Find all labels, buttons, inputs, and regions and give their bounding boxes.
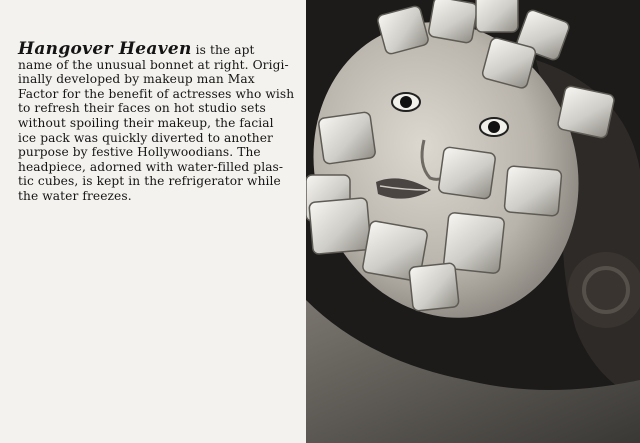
- caption-line-4: Factor for the benefit of actresses who wish: [18, 86, 295, 101]
- caption-line-1: is the apt: [191, 43, 255, 57]
- caption-line-11: the water freezes.: [18, 188, 132, 203]
- caption-line-6: without spoiling their makeup, the facial: [18, 115, 274, 130]
- caption-line-3: inally developed by makeup man Max: [18, 72, 255, 87]
- caption-line-2: name of the unusual bonnet at right. Origi-: [18, 57, 289, 72]
- photo-illustration: [306, 0, 640, 443]
- ice-bonnet-photo: [306, 0, 640, 443]
- caption-line-10: tic cubes, is kept in the refrigerator while: [18, 174, 281, 189]
- caption-line-5: to refresh their faces on hot studio sets: [18, 101, 266, 116]
- caption-line-7: ice pack was quickly diverted to another: [18, 130, 273, 145]
- caption-line-8: purpose by festive Hollywoodians. The: [18, 145, 261, 160]
- caption-line-9: headpiece, adorned with water-filled plas-: [18, 159, 284, 174]
- article-caption: [18, 39, 303, 204]
- headline: Hangover Heaven: [18, 39, 192, 59]
